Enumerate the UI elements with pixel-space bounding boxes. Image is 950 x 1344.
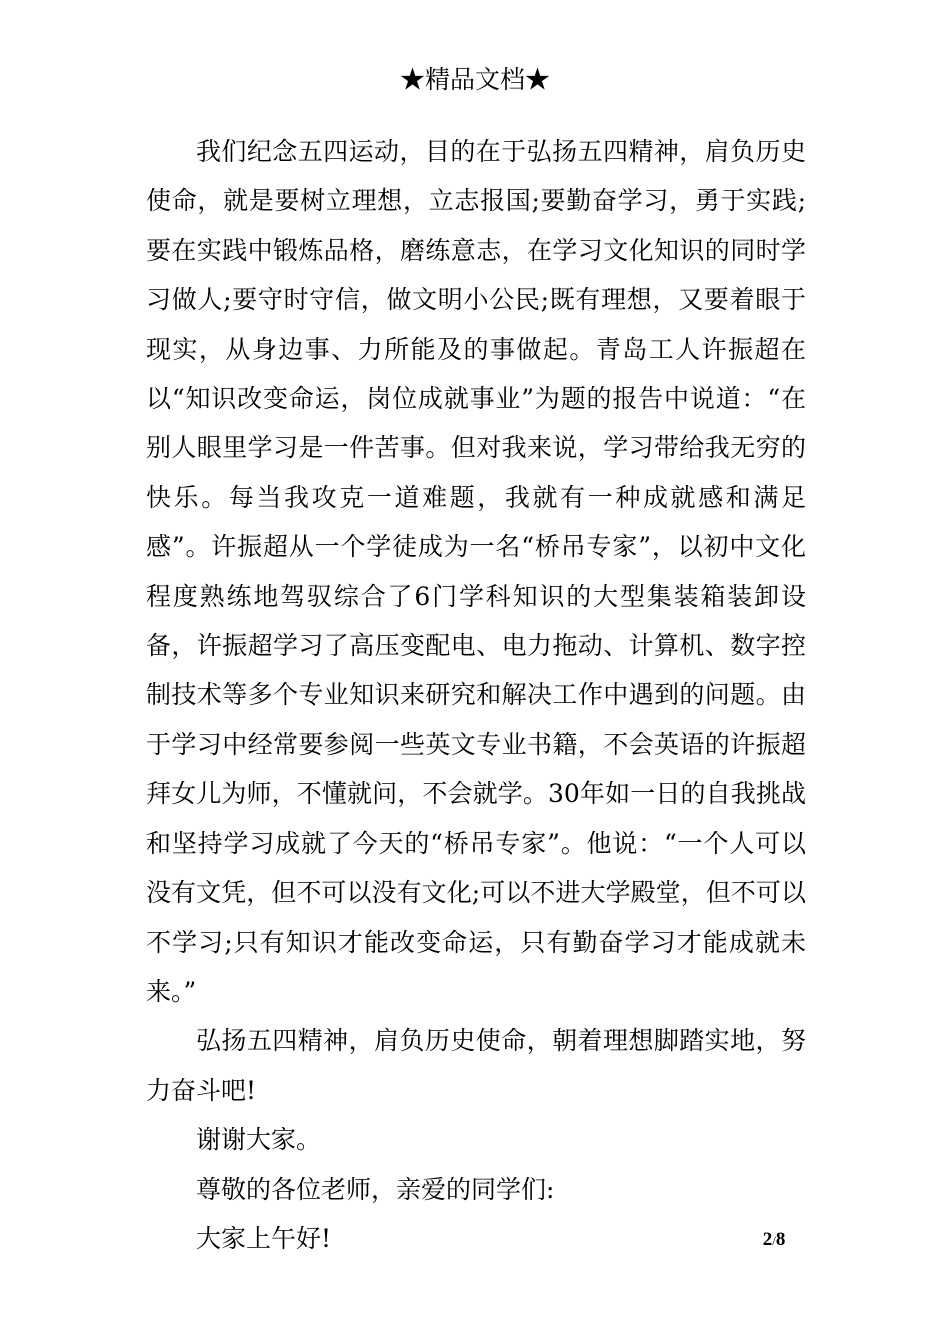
- body-paragraph: 尊敬的各位老师，亲爱的同学们:: [196, 1174, 555, 1204]
- body-paragraph: 弘扬五四精神，肩负历史使命，朝着理想脚踏实地，努力奋斗吧!: [146, 1026, 806, 1105]
- page-header: [0, 62, 950, 98]
- page-number: [0, 1228, 950, 1253]
- body-paragraph: 我们纪念五四运动，目的在于弘扬五四精神，肩负历史使命，就是要树立理想，立志报国;要勤奋学习，勇于实践;要在实践中锻炼品格，磨练意志，在学习文化知识的同时学习做人;要守时守信，做文明小公民;既有理想，又要着眼于现实，从身边事、力所能及的事做起。青岛工人许振超在以“知识改变命运，岗位成就事业”为题的报告中说道：“在别人眼里学习是一件苦事。但对我来说，学习带给我无穷的快乐。每当我攻克一道难题，我就有一种成就感和满足感”。许振超从一个学徒成为一名“桥吊专家”，以初中文化程度熟练地驾驭综合了6门学科知识的大型集装箱装卸设备，许振超学习了高压变配电、电力拖动、计算机、数字控制技术等多个专业知识来研究和解决工作中遇到的问题。由于学习中经常要参阅一些英文专业书籍，不会英语的许振超拜女儿为师，不懂就问，不会就学。30年如一日的自我挑战和坚持学习成就了今天的“桥吊专家”。他说：“一个人可以没有文凭，但不可以没有文化;可以不进大学殿堂，但不可以不学习;只有知识才能改变命运，只有勤奋学习才能成就未来。”: [146, 137, 806, 1006]
- page-number-separator: /: [772, 1233, 776, 1248]
- page-number-current: 2: [762, 1229, 773, 1250]
- header-title: ★精品文档★: [399, 65, 550, 94]
- page-number-total: 8: [775, 1229, 786, 1250]
- body-paragraph: 大家上午好!: [196, 1223, 332, 1253]
- body-paragraph: 谢谢大家。: [196, 1125, 322, 1155]
- document-body: [146, 127, 806, 1263]
